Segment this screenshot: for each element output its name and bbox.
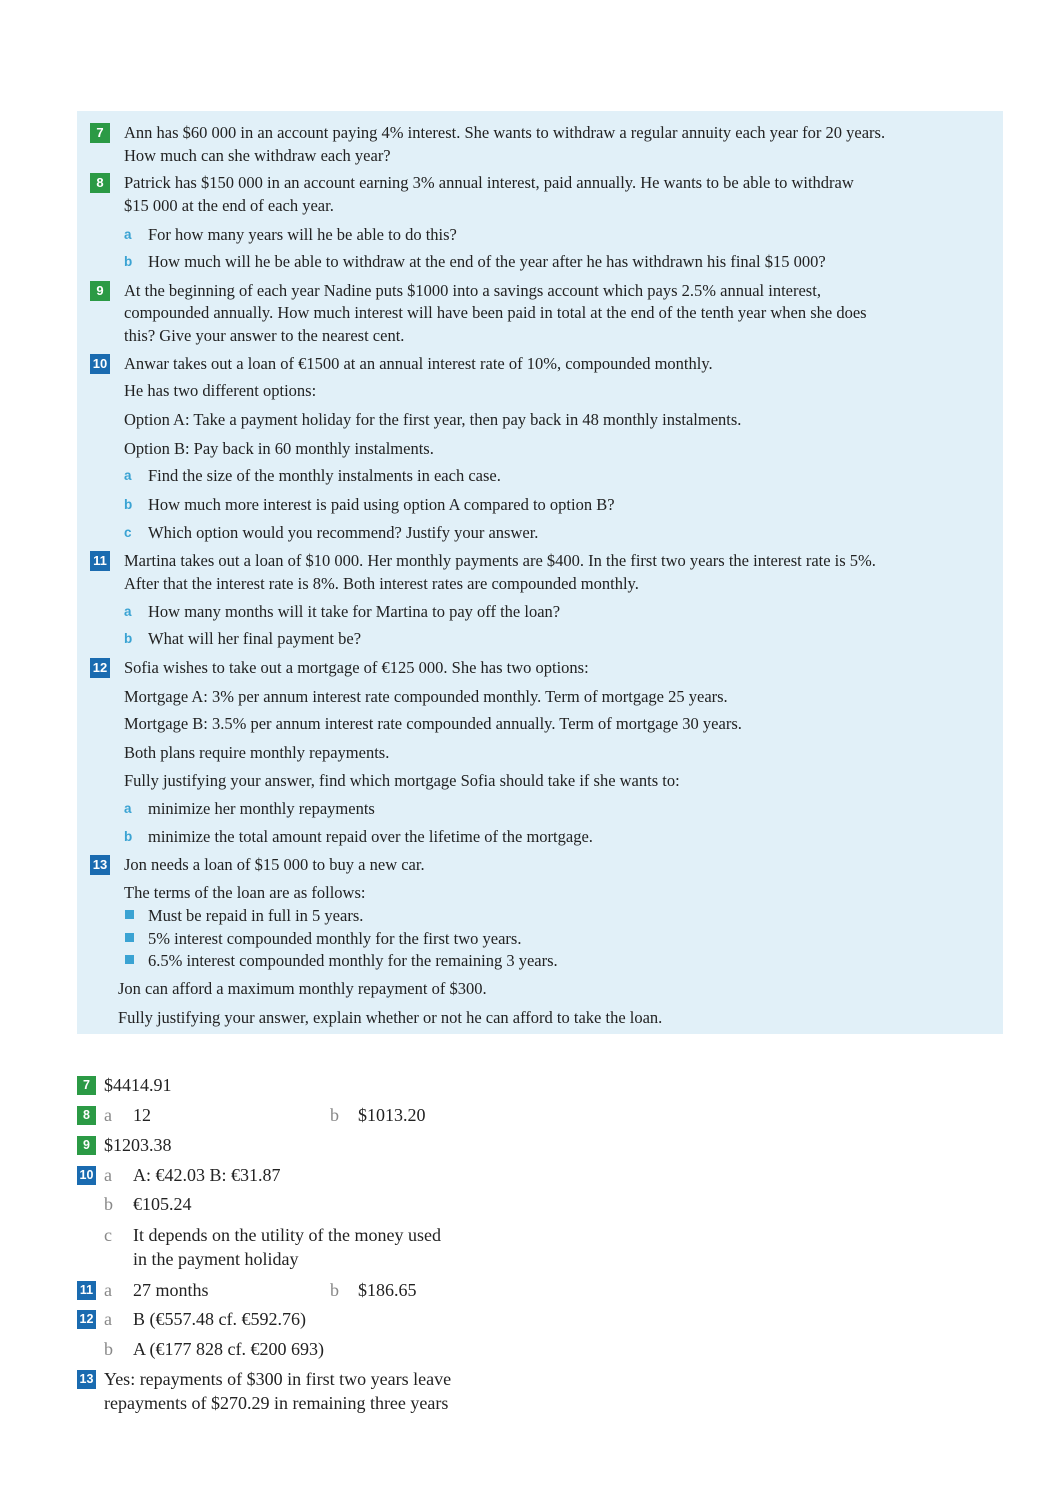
answer-13-line-2: repayments of $270.29 in remaining three years bbox=[104, 1393, 449, 1413]
answer-10-b: €105.24 bbox=[133, 1194, 192, 1214]
answer-number-10: 10 bbox=[77, 1166, 96, 1185]
question-10-part-b: How much more interest is paid using option A compared to option B? bbox=[148, 495, 615, 514]
question-10-part-c-letter: c bbox=[124, 525, 132, 540]
answer-8-b-letter: b bbox=[330, 1105, 339, 1125]
answer-10-c-line-2: in the payment holiday bbox=[133, 1249, 299, 1269]
question-9-line-1: At the beginning of each year Nadine puts $1000 into a savings account which pays 2.5% annual interest, bbox=[124, 281, 821, 300]
question-number-8: 8 bbox=[90, 173, 110, 193]
question-10-part-c: Which option would you recommend? Justify your answer. bbox=[148, 523, 539, 542]
answer-11-a-letter: a bbox=[104, 1280, 112, 1300]
question-8-part-a-letter: a bbox=[124, 227, 132, 242]
question-9-line-2: compounded annually. How much interest will have been paid in total at the end of the tenth year when she does bbox=[124, 303, 867, 322]
answer-number-13: 13 bbox=[77, 1370, 96, 1389]
question-8-line-2: $15 000 at the end of each year. bbox=[124, 196, 334, 215]
question-12-part-b-letter: b bbox=[124, 829, 133, 844]
bullet-marker bbox=[125, 933, 134, 942]
answer-10-a-letter: a bbox=[104, 1165, 112, 1185]
answer-10-c-line-1: It depends on the utility of the money used bbox=[133, 1225, 441, 1245]
bullet-marker bbox=[125, 910, 134, 919]
question-9-line-3: this? Give your answer to the nearest cent. bbox=[124, 326, 405, 345]
answer-12-a: B (€557.48 cf. €592.76) bbox=[133, 1309, 306, 1329]
question-13-bullet-3: 6.5% interest compounded monthly for the remaining 3 years. bbox=[148, 951, 558, 970]
question-12-line-3: Mortgage B: 3.5% per annum interest rate compounded annually. Term of mortgage 30 years. bbox=[124, 714, 742, 733]
answer-number-8: 8 bbox=[77, 1106, 96, 1125]
answer-number-12: 12 bbox=[77, 1310, 96, 1329]
question-12-line-5: Fully justifying your answer, find which mortgage Sofia should take if she wants to: bbox=[124, 771, 680, 790]
question-12-part-a-letter: a bbox=[124, 801, 132, 816]
question-10-part-a: Find the size of the monthly instalments in each case. bbox=[148, 466, 501, 485]
question-10-line-4: Option B: Pay back in 60 monthly instalments. bbox=[124, 439, 434, 458]
answer-8-b: $1013.20 bbox=[358, 1105, 426, 1125]
answer-11-b: $186.65 bbox=[358, 1280, 417, 1300]
question-13-line-1: Jon needs a loan of $15 000 to buy a new car. bbox=[124, 855, 425, 874]
question-11-line-2: After that the interest rate is 8%. Both interest rates are compounded monthly. bbox=[124, 574, 639, 593]
question-13-line-2: The terms of the loan are as follows: bbox=[124, 883, 366, 902]
question-number-7: 7 bbox=[90, 123, 110, 143]
question-11-part-b-letter: b bbox=[124, 631, 133, 646]
question-8-part-b: How much will he be able to withdraw at the end of the year after he has withdrawn his final $15 000? bbox=[148, 252, 826, 271]
question-10-line-1: Anwar takes out a loan of €1500 at an annual interest rate of 10%, compounded monthly. bbox=[124, 354, 713, 373]
question-11-part-b: What will her final payment be? bbox=[148, 629, 362, 648]
question-7-line-2: How much can she withdraw each year? bbox=[124, 146, 391, 165]
question-7-line-1: Ann has $60 000 in an account paying 4% interest. She wants to withdraw a regular annuity each year for 20 years. bbox=[124, 123, 886, 142]
question-13-closing-2: Fully justifying your answer, explain whether or not he can afford to take the loan. bbox=[118, 1008, 663, 1027]
answer-9: $1203.38 bbox=[104, 1135, 172, 1155]
question-10-line-2: He has two different options: bbox=[124, 381, 317, 400]
question-11-part-a-letter: a bbox=[124, 604, 132, 619]
question-10-part-a-letter: a bbox=[124, 468, 132, 483]
question-number-10: 10 bbox=[90, 354, 110, 374]
answer-number-11: 11 bbox=[77, 1281, 96, 1300]
question-13-bullet-1: Must be repaid in full in 5 years. bbox=[148, 906, 364, 925]
answer-7: $4414.91 bbox=[104, 1075, 172, 1095]
answer-10-c-letter: c bbox=[104, 1225, 112, 1245]
answer-10-a: A: €42.03 B: €31.87 bbox=[133, 1165, 281, 1185]
question-8-line-1: Patrick has $150 000 in an account earning 3% annual interest, paid annually. He wants to be able to withdraw bbox=[124, 173, 854, 192]
answer-number-7: 7 bbox=[77, 1076, 96, 1095]
question-number-13: 13 bbox=[90, 855, 110, 875]
answer-number-9: 9 bbox=[77, 1136, 96, 1155]
question-11-line-1: Martina takes out a loan of $10 000. Her monthly payments are $400. In the first two years the interest rate is 5%. bbox=[124, 551, 876, 570]
question-10-line-3: Option A: Take a payment holiday for the first year, then pay back in 48 monthly instalments. bbox=[124, 410, 742, 429]
question-8-part-a: For how many years will he be able to do this? bbox=[148, 225, 457, 244]
question-8-part-b-letter: b bbox=[124, 254, 133, 269]
question-number-9: 9 bbox=[90, 281, 110, 301]
answer-11-b-letter: b bbox=[330, 1280, 339, 1300]
question-12-line-1: Sofia wishes to take out a mortgage of €125 000. She has two options: bbox=[124, 658, 589, 677]
answer-10-b-letter: b bbox=[104, 1194, 113, 1214]
answer-8-a: 12 bbox=[133, 1105, 151, 1125]
question-number-11: 11 bbox=[90, 551, 110, 571]
question-12-line-2: Mortgage A: 3% per annum interest rate compounded monthly. Term of mortgage 25 years. bbox=[124, 687, 728, 706]
bullet-marker bbox=[125, 955, 134, 964]
question-11-part-a: How many months will it take for Martina to pay off the loan? bbox=[148, 602, 561, 621]
question-12-line-4: Both plans require monthly repayments. bbox=[124, 743, 390, 762]
answer-11-a: 27 months bbox=[133, 1280, 209, 1300]
question-13-closing-1: Jon can afford a maximum monthly repayment of $300. bbox=[118, 979, 487, 998]
answer-12-b: A (€177 828 cf. €200 693) bbox=[133, 1339, 324, 1359]
answer-12-b-letter: b bbox=[104, 1339, 113, 1359]
question-12-part-a: minimize her monthly repayments bbox=[148, 799, 375, 818]
answer-13-line-1: Yes: repayments of $300 in first two years leave bbox=[104, 1369, 452, 1389]
answer-8-a-letter: a bbox=[104, 1105, 112, 1125]
answer-12-a-letter: a bbox=[104, 1309, 112, 1329]
question-10-part-b-letter: b bbox=[124, 497, 133, 512]
question-number-12: 12 bbox=[90, 658, 110, 678]
question-12-part-b: minimize the total amount repaid over the lifetime of the mortgage. bbox=[148, 827, 593, 846]
question-13-bullet-2: 5% interest compounded monthly for the first two years. bbox=[148, 929, 522, 948]
